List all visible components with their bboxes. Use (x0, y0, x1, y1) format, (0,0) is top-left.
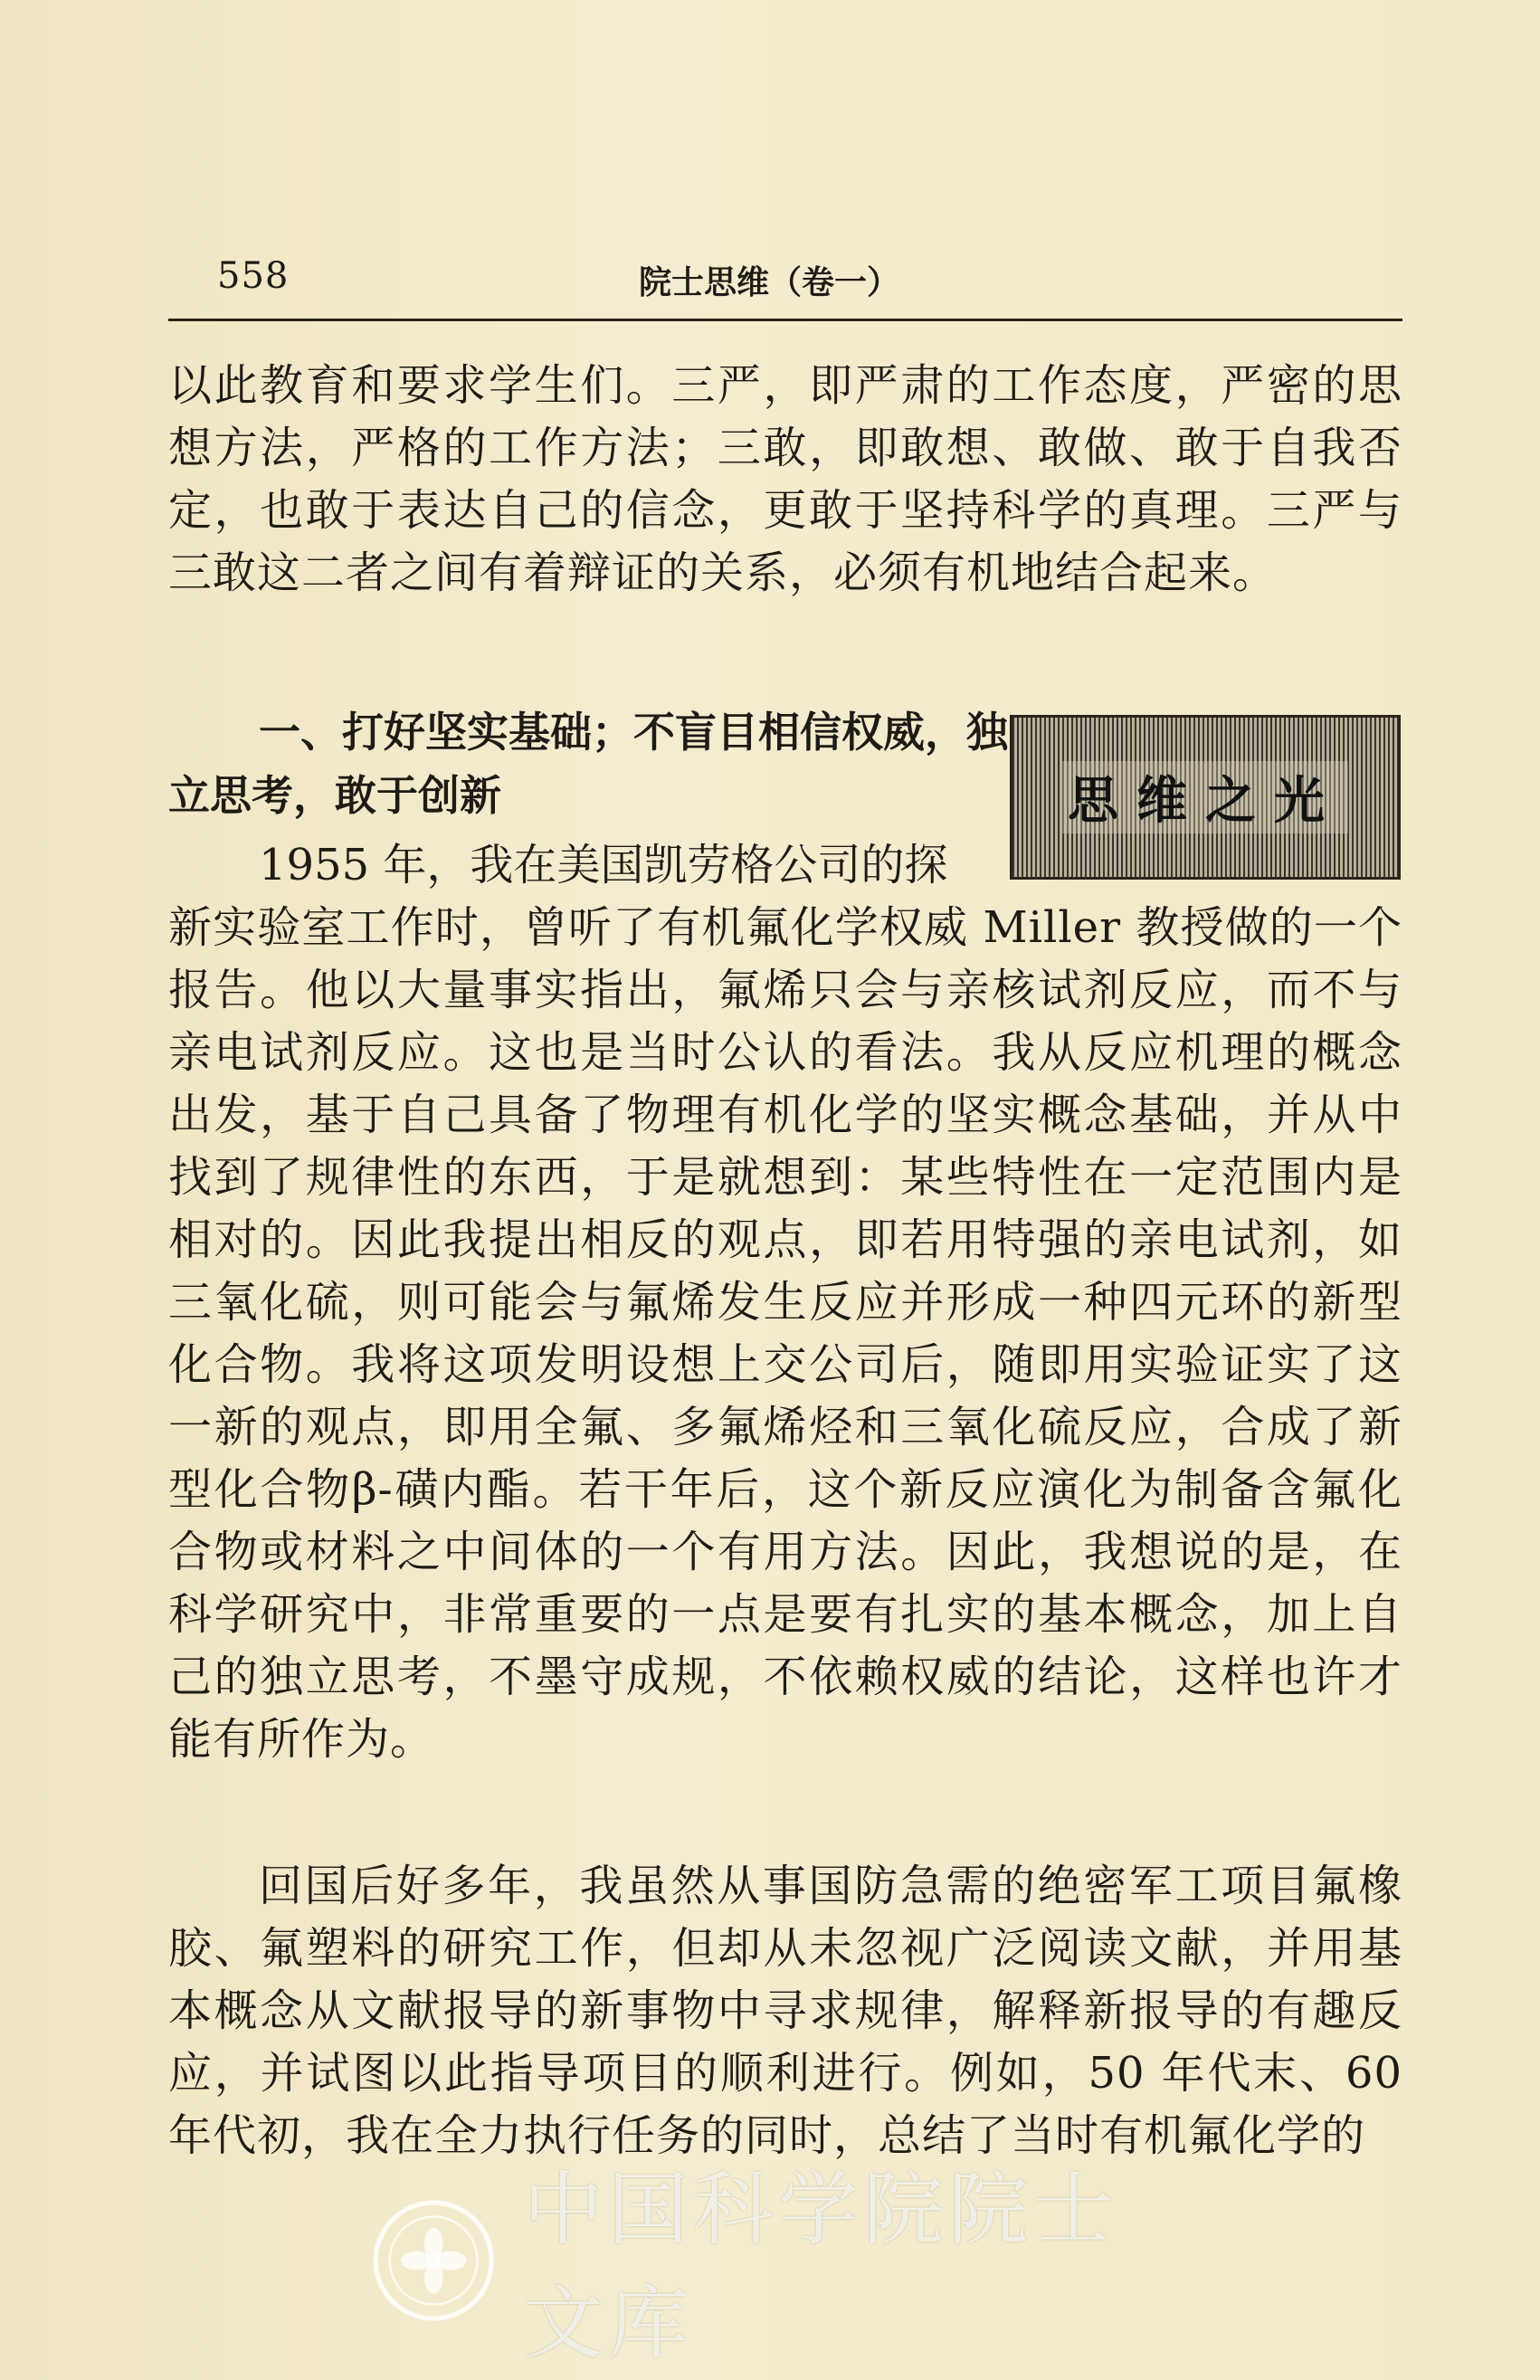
running-title: 院士思维（卷一） (639, 264, 900, 301)
paragraph-story-lead: 1955 年，我在美国凯劳格公司的探 (259, 840, 948, 890)
footer-watermark (371, 2163, 1185, 2370)
paragraph-return: 回国后好多年，我虽然从事国防急需的绝密军工项目氟橡胶、氟塑料的研究工作，但却从未忽视广泛阅读文献，并用基本概念从文献报导的新事物中寻求规律，解释新报导的有趣反应，并试图以此指导项目的顺利进行。例如，50 年代末、60 年代初，我在全力执行任务的同时，总结了当时有机氟化学的 (168, 1861, 1402, 2161)
sidebar-label: 思维之光 (1062, 761, 1348, 833)
section-heading: 一、打好坚实基础；不盲目相信权威，独立思考，敢于创新 (168, 708, 1008, 820)
watermark-text: 中国科学院院士文库 (523, 2163, 1119, 2370)
paragraph-story-body: 新实验室工作时，曾听了有机氟化学权威 Miller 教授做的一个报告。他以大量事实指出，氟烯只会与亲核试剂反应，而不与亲电试剂反应。这也是当时公认的看法。我从反应机理的概念出发，基于自己具备了物理有机化学的坚实概念基础，并从中找到了规律性的东西，于是就想到：某些特性在一定范围内是相对的。因此我提出相反的观点，即若用特强的亲电试剂，如三氧化硫，则可能会与氟烯发生反应并形成一种四元环的新型化合物。我将这项发明设想上交公司后，随即用实验证实了这一新的观点，即用全氟、多氟烯烃和三氧化硫反应，合成了新型化合物β-磺内酯。若干年后，这个新反应演化为制备含氟化合物或材料之中间体的一个有用方法。因此，我想说的是，在科学研究中，非常重要的一点是要有扎实的基本概念，加上自己的独立思考，不墨守成规，不依赖权威的结论，这样也许才能有所作为。 (168, 902, 1402, 1765)
page-header (168, 253, 1402, 321)
academy-seal-logo (371, 2188, 496, 2333)
sidebar-box (1010, 715, 1401, 880)
paragraph-intro: 以此教育和要求学生们。三严，即严肃的工作态度，严密的思想方法，严格的工作方法；三敢，即敢想、敢做、敢于自我否定，也敢于表达自己的信念，更敢于坚持科学的真理。三严与三敢这二者之间有着辩证的关系，必须有机地结合起来。 (168, 360, 1402, 598)
page-number: 558 (217, 255, 290, 297)
